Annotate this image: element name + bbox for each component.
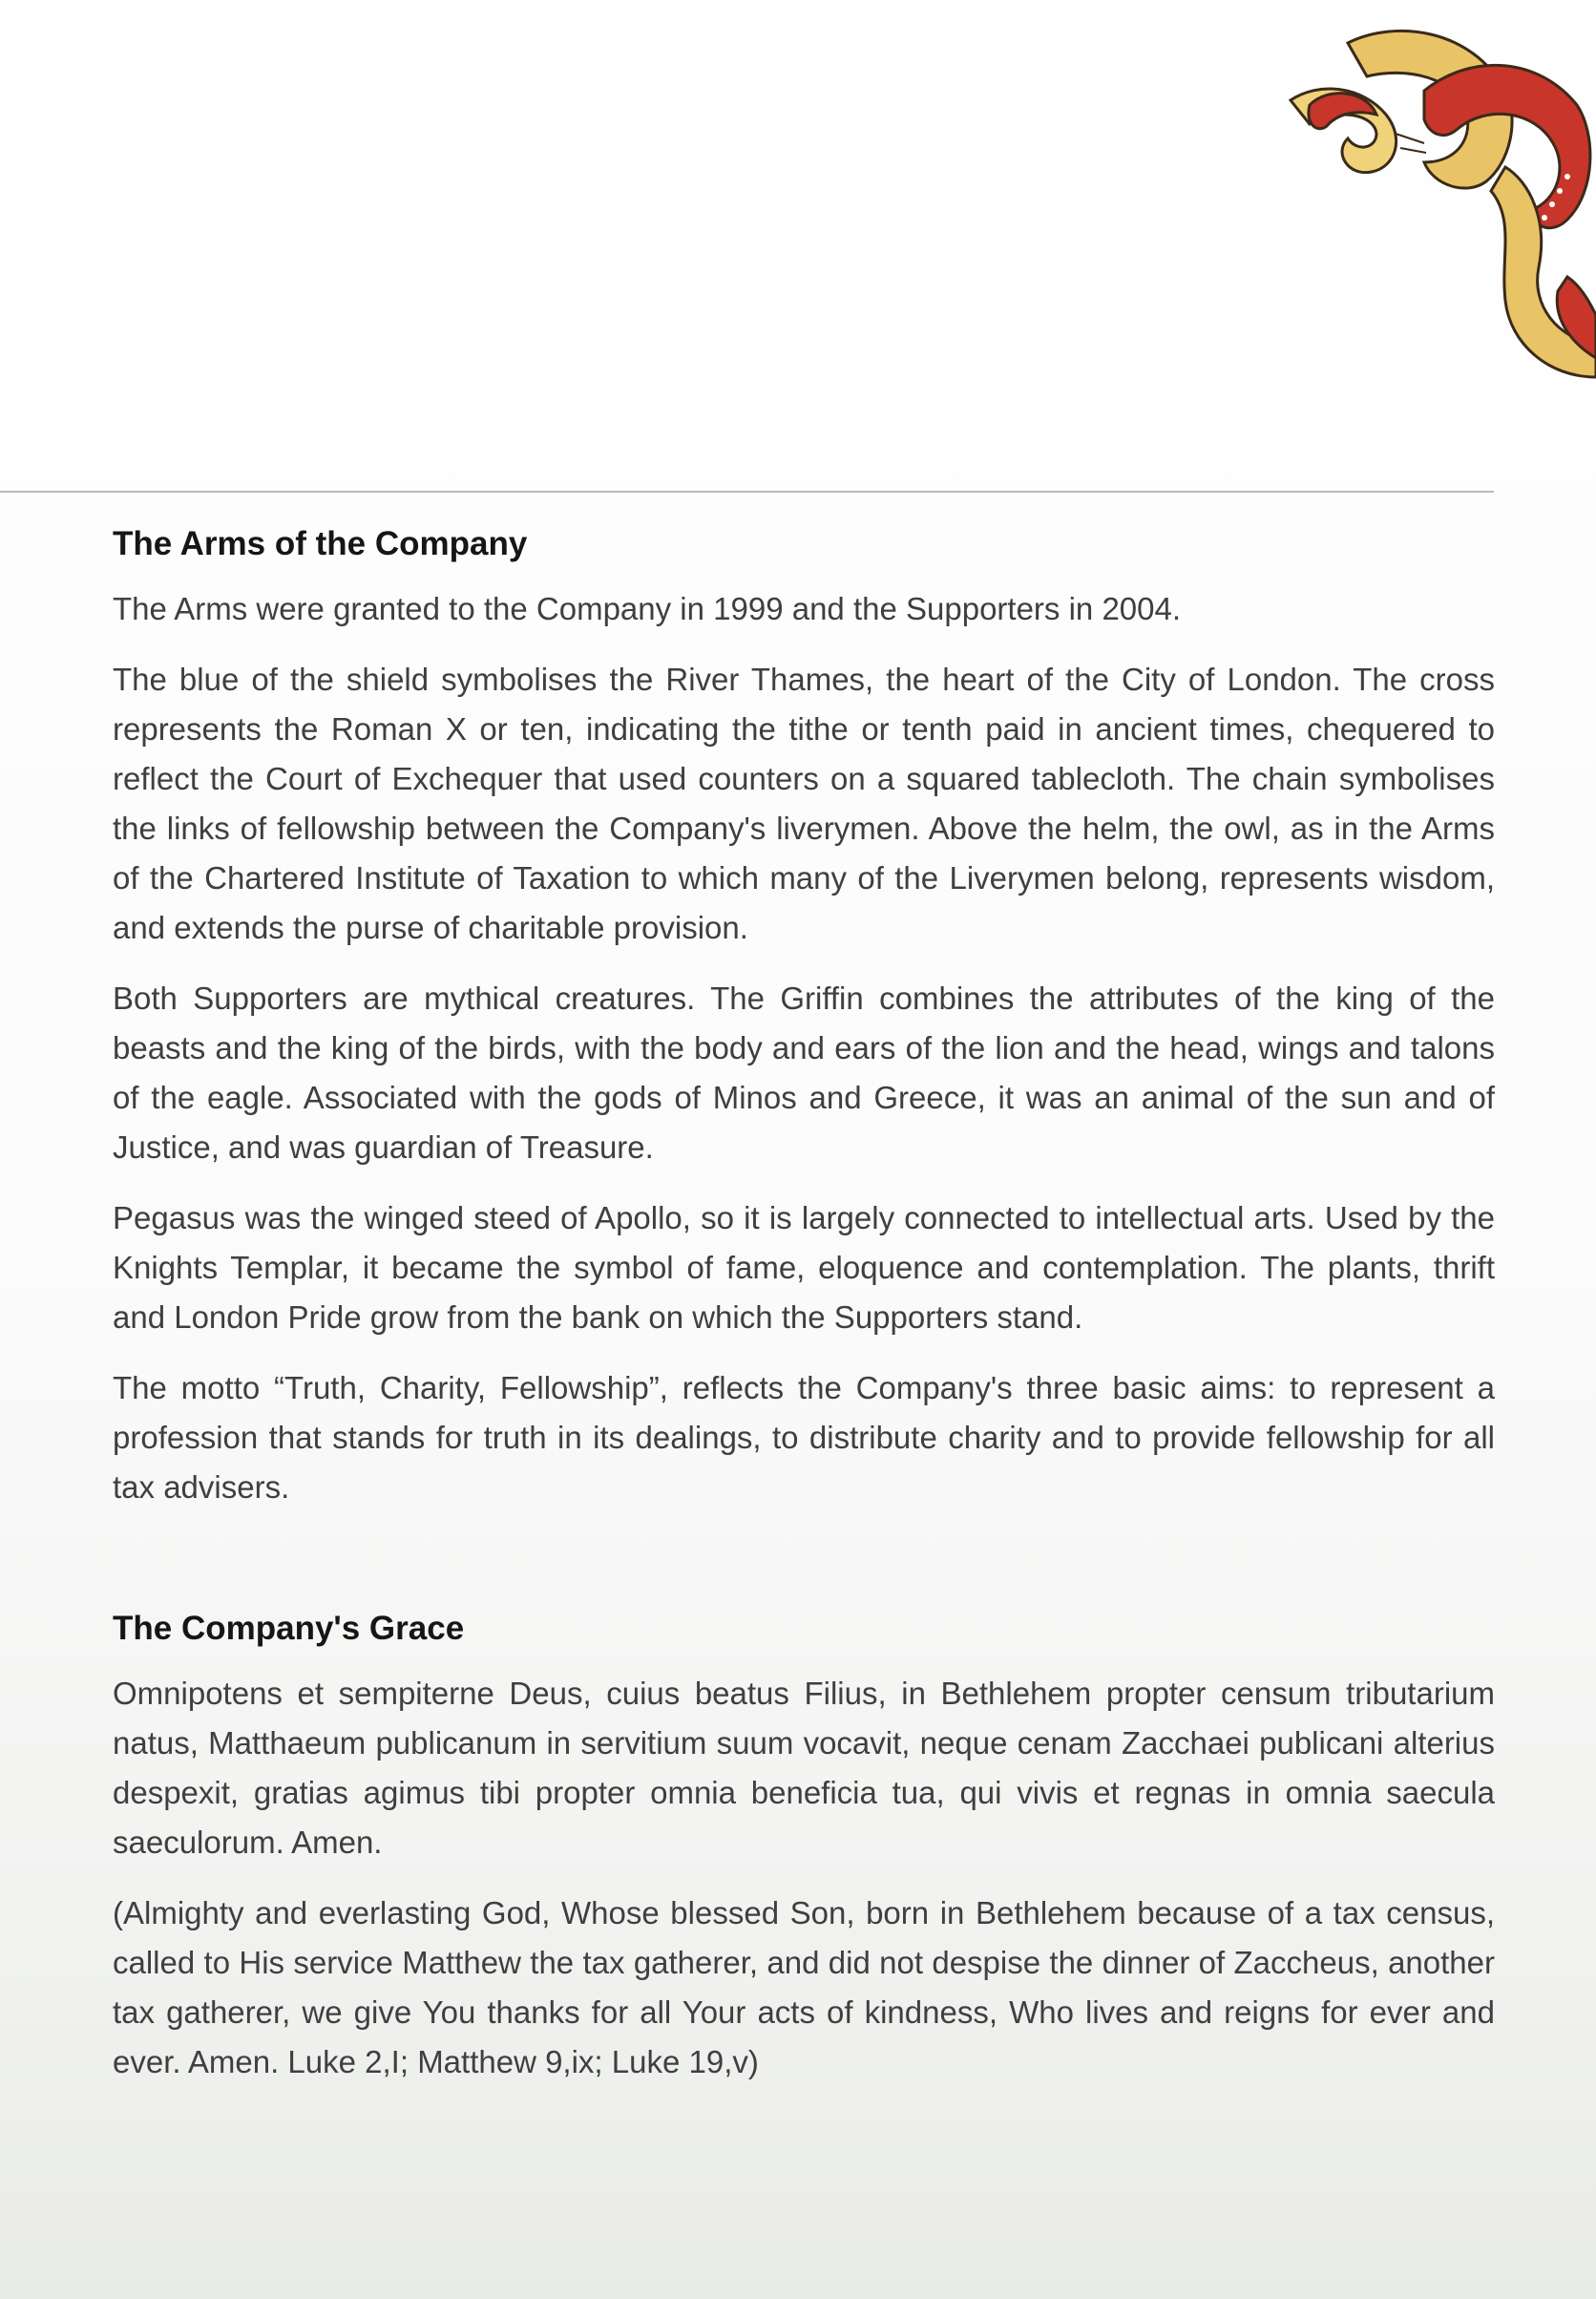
paragraph: The motto “Truth, Charity, Fellowship”, reflects the Company's three basic aims: to represent a profession that stands for truth in its dealings, to distribute charity and to provide fellowship for all tax advisers. — [113, 1370, 1495, 1505]
page-content — [113, 525, 1495, 2108]
paragraph: Omnipotens et sempiterne Deus, cuius beatus Filius, in Bethlehem propter censum tributarium natus, Matthaeum publicanum in servitium suum vocavit, neque cenam Zacchaei publicani alterius despexit, gratias agimus tibi propter omnia beneficia tua, qui vivis et regnas in omnia saecula saeculorum. Amen. — [113, 1676, 1495, 1860]
paragraph: The Arms were granted to the Company in 1999 and the Supporters in 2004. — [113, 591, 1182, 626]
section-spacer — [113, 1533, 1495, 1610]
paragraph: Both Supporters are mythical creatures. The Griffin combines the attributes of the king of the beasts and the king of the birds, with the body and ears of the lion and the head, wings and talons of the eagle. Associated with the gods of Minos and Greece, it was an animal of the sun and of Justice, and was guardian of Treasure. — [113, 981, 1495, 1165]
paragraph: Pegasus was the winged steed of Apollo, so it is largely connected to intellectual arts. Used by the Knights Templar, it became the symbol of fame, eloquence and contemplation. The plants, thrift and London Pride grow from the bank on which the Supporters stand. — [113, 1200, 1495, 1335]
arms-section — [113, 525, 1495, 1512]
paragraph: The blue of the shield symbolises the River Thames, the heart of the City of London. The cross represents the Roman X or ten, indicating the tithe or tenth paid in ancient times, chequered to reflect the Court of Exchequer that used counters on a squared tablecloth. The chain symbolises the links of fellowship between the Company's liverymen. Above the helm, the owl, as in the Arms of the Chartered Institute of Taxation to which many of the Liverymen belong, represents wisdom, and extends the purse of charitable provision. — [113, 662, 1495, 945]
section-heading-grace: The Company's Grace — [113, 1610, 465, 1647]
grace-section — [113, 1610, 1495, 2087]
heraldic-mantling-icon — [1281, 0, 1596, 401]
paragraph: (Almighty and everlasting God, Whose blessed Son, born in Bethlehem because of a tax census, called to His service Matthew the tax gatherer, and did not despise the dinner of Zaccheus, another tax gatherer, we give You thanks for all Your acts of kindness, Who lives and reigns for ever and ever. Amen. Luke 2,I; Matthew 9,ix; Luke 19,v) — [113, 1895, 1495, 2079]
section-heading-arms: The Arms of the Company — [113, 525, 528, 562]
horizontal-divider — [0, 491, 1494, 493]
